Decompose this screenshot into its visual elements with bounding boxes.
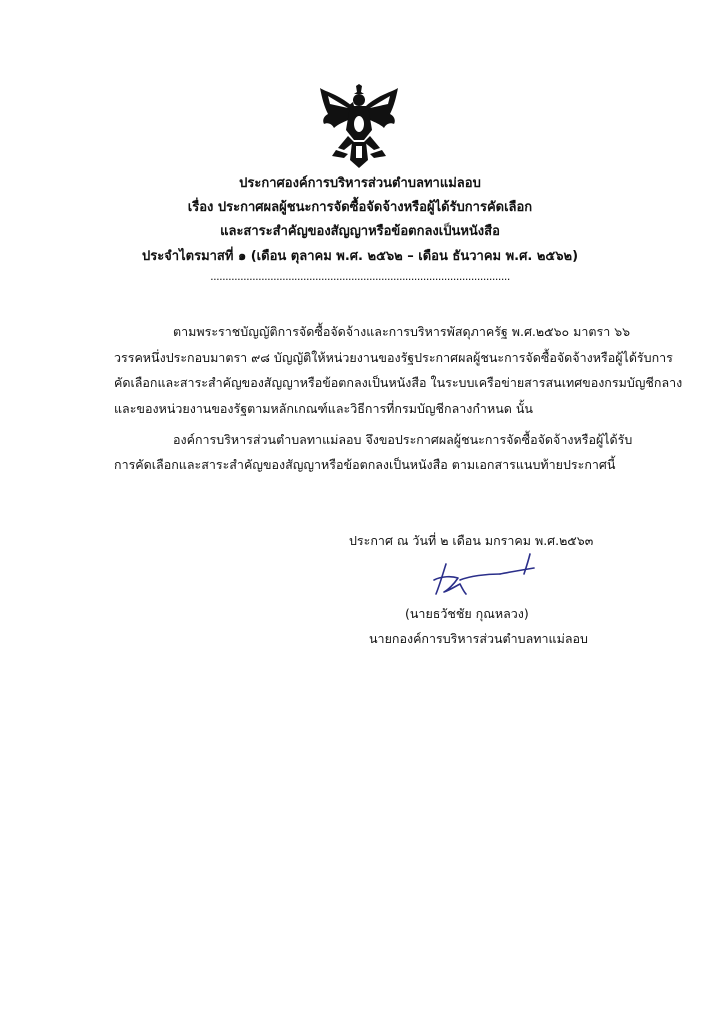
signer-name: (นายธวัชชัย กุณหลวง) — [405, 606, 529, 621]
paragraph-2-line-1: องค์การบริหารส่วนตำบลทาแม่ลอบ จึงขอประกาศผลผู้ชนะการจัดซื้อจัดจ้างหรือผู้ได้รับ — [173, 432, 633, 447]
separator-line: .................................................................................................... — [210, 270, 510, 283]
paragraph-1-line-1: ตามพระราชบัญญัติการจัดซื้อจัดจ้างและการบริหารพัสดุภาครัฐ พ.ศ.๒๕๖๐ มาตรา ๖๖ — [173, 324, 631, 339]
garuda-emblem-icon — [318, 84, 400, 168]
paragraph-1-line-3: คัดเลือกและสาระสำคัญของสัญญาหรือข้อตกลงเป็นหนังสือ ในระบบเครือข่ายสารสนเทศของกรมบัญชีกลาง — [114, 375, 683, 390]
announcement-subject-cont: และสาระสำคัญของสัญญาหรือข้อตกลงเป็นหนังสือ — [220, 224, 500, 239]
announcement-date: ประกาศ ณ วันที่ ๒ เดือน มกราคม พ.ศ.๒๕๖๓ — [349, 533, 594, 548]
signer-title: นายกองค์การบริหารส่วนตำบลทาแม่ลอบ — [369, 631, 588, 646]
announcement-subject: เรื่อง ประกาศผลผู้ชนะการจัดซื้อจัดจ้างหรือผู้ได้รับการคัดเลือก — [187, 200, 533, 215]
paragraph-1-line-2: วรรคหนึ่งประกอบมาตรา ๙๘ บัญญัติให้หน่วยงานของรัฐประกาศผลผู้ชนะการจัดซื้อจัดจ้างหรือผู้ได้รับการ — [114, 350, 673, 365]
handwritten-signature — [430, 550, 545, 600]
paragraph-2-line-2: การคัดเลือกและสาระสำคัญของสัญญาหรือข้อตกลงเป็นหนังสือ ตามเอกสารแนบท้ายประกาศนี้ — [114, 457, 616, 472]
announcement-period: ประจำไตรมาสที่ ๑ (เดือน ตุลาคม พ.ศ. ๒๕๖๒ – เดือน ธันวาคม พ.ศ. ๒๕๖๒) — [141, 249, 579, 264]
paragraph-1-line-4: และของหน่วยงานของรัฐตามหลักเกณฑ์และวิธีการที่กรมบัญชีกลางกำหนด นั้น — [114, 401, 533, 416]
announcement-title: ประกาศองค์การบริหารส่วนตำบลทาแม่ลอบ — [239, 176, 481, 191]
